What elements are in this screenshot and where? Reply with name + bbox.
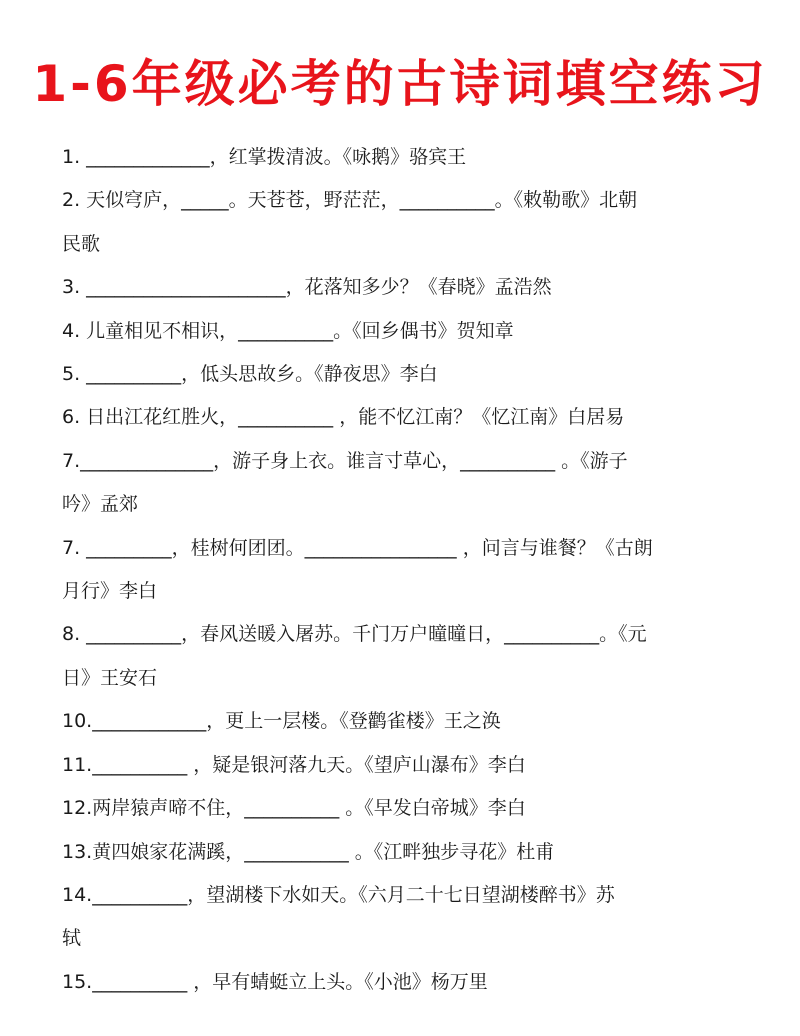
exercise-line: 15.__________ ，早有蜻蜓立上头。《小池》杨万里 bbox=[62, 970, 488, 993]
exercise-item bbox=[62, 353, 752, 396]
page-title: 1-6年级必考的古诗词填空练习 bbox=[32, 55, 768, 113]
exercise-list bbox=[62, 136, 752, 1004]
exercise-item bbox=[62, 700, 752, 743]
exercise-item bbox=[62, 744, 752, 787]
exercise-line: 4. 儿童相见不相识，__________。《回乡偶书》贺知章 bbox=[62, 319, 514, 342]
exercise-line: 5. __________，低头思故乡。《静夜思》李白 bbox=[62, 363, 438, 386]
exercise-line: 10.____________，更上一层楼。《登鹳雀楼》王之涣 bbox=[62, 710, 501, 733]
exercise-item bbox=[62, 831, 752, 874]
exercise-line: 13.黄四娘家花满蹊，___________ 。《江畔独步寻花》杜甫 bbox=[62, 840, 555, 863]
exercise-line: 3. _____________________，花落知多少？《春晓》孟浩然 bbox=[62, 276, 552, 299]
exercise-line: 7. _________，桂树何团团。________________ ，问言与谁餐？《古朗 bbox=[62, 536, 653, 559]
exercise-line-continued: 吟》孟郊 bbox=[62, 493, 139, 516]
exercise-line-continued: 日》王安石 bbox=[62, 666, 158, 689]
exercise-item bbox=[62, 266, 752, 309]
exercise-line: 8. __________，春风送暖入屠苏。千门万户曈曈日，__________。《元 bbox=[62, 623, 647, 646]
exercise-line: 11.__________ ，疑是银河落九天。《望庐山瀑布》李白 bbox=[62, 753, 526, 776]
exercise-item bbox=[62, 440, 752, 527]
exercise-line: 14.__________，望湖楼下水如天。《六月二十七日望湖楼醉书》苏 bbox=[62, 883, 615, 906]
exercise-line: 1. _____________，红掌拨清波。《咏鹅》骆宾王 bbox=[62, 146, 467, 168]
exercise-line-continued: 民歌 bbox=[62, 232, 101, 255]
exercise-item bbox=[62, 396, 752, 439]
exercise-item bbox=[62, 527, 752, 614]
exercise-line-continued: 月行》李白 bbox=[62, 580, 158, 603]
exercise-item bbox=[62, 874, 752, 961]
exercise-item bbox=[62, 136, 752, 179]
exercise-line: 7.______________，游子身上衣。谁言寸草心，__________ 。《游子 bbox=[62, 449, 628, 472]
exercise-item bbox=[62, 310, 752, 353]
exercise-item bbox=[62, 961, 752, 1004]
exercise-line: 12.两岸猿声啼不住，__________ 。《早发白帝城》李白 bbox=[62, 797, 526, 820]
exercise-line-continued: 轼 bbox=[62, 927, 82, 950]
exercise-item bbox=[62, 179, 752, 266]
exercise-line: 2. 天似穹庐，_____。天苍苍，野茫茫，__________。《敕勒歌》北朝 bbox=[62, 189, 638, 212]
exercise-line: 6. 日出江花红胜火，__________ ，能不忆江南？《忆江南》白居易 bbox=[62, 406, 625, 429]
exercise-item bbox=[62, 613, 752, 700]
exercise-item bbox=[62, 787, 752, 830]
